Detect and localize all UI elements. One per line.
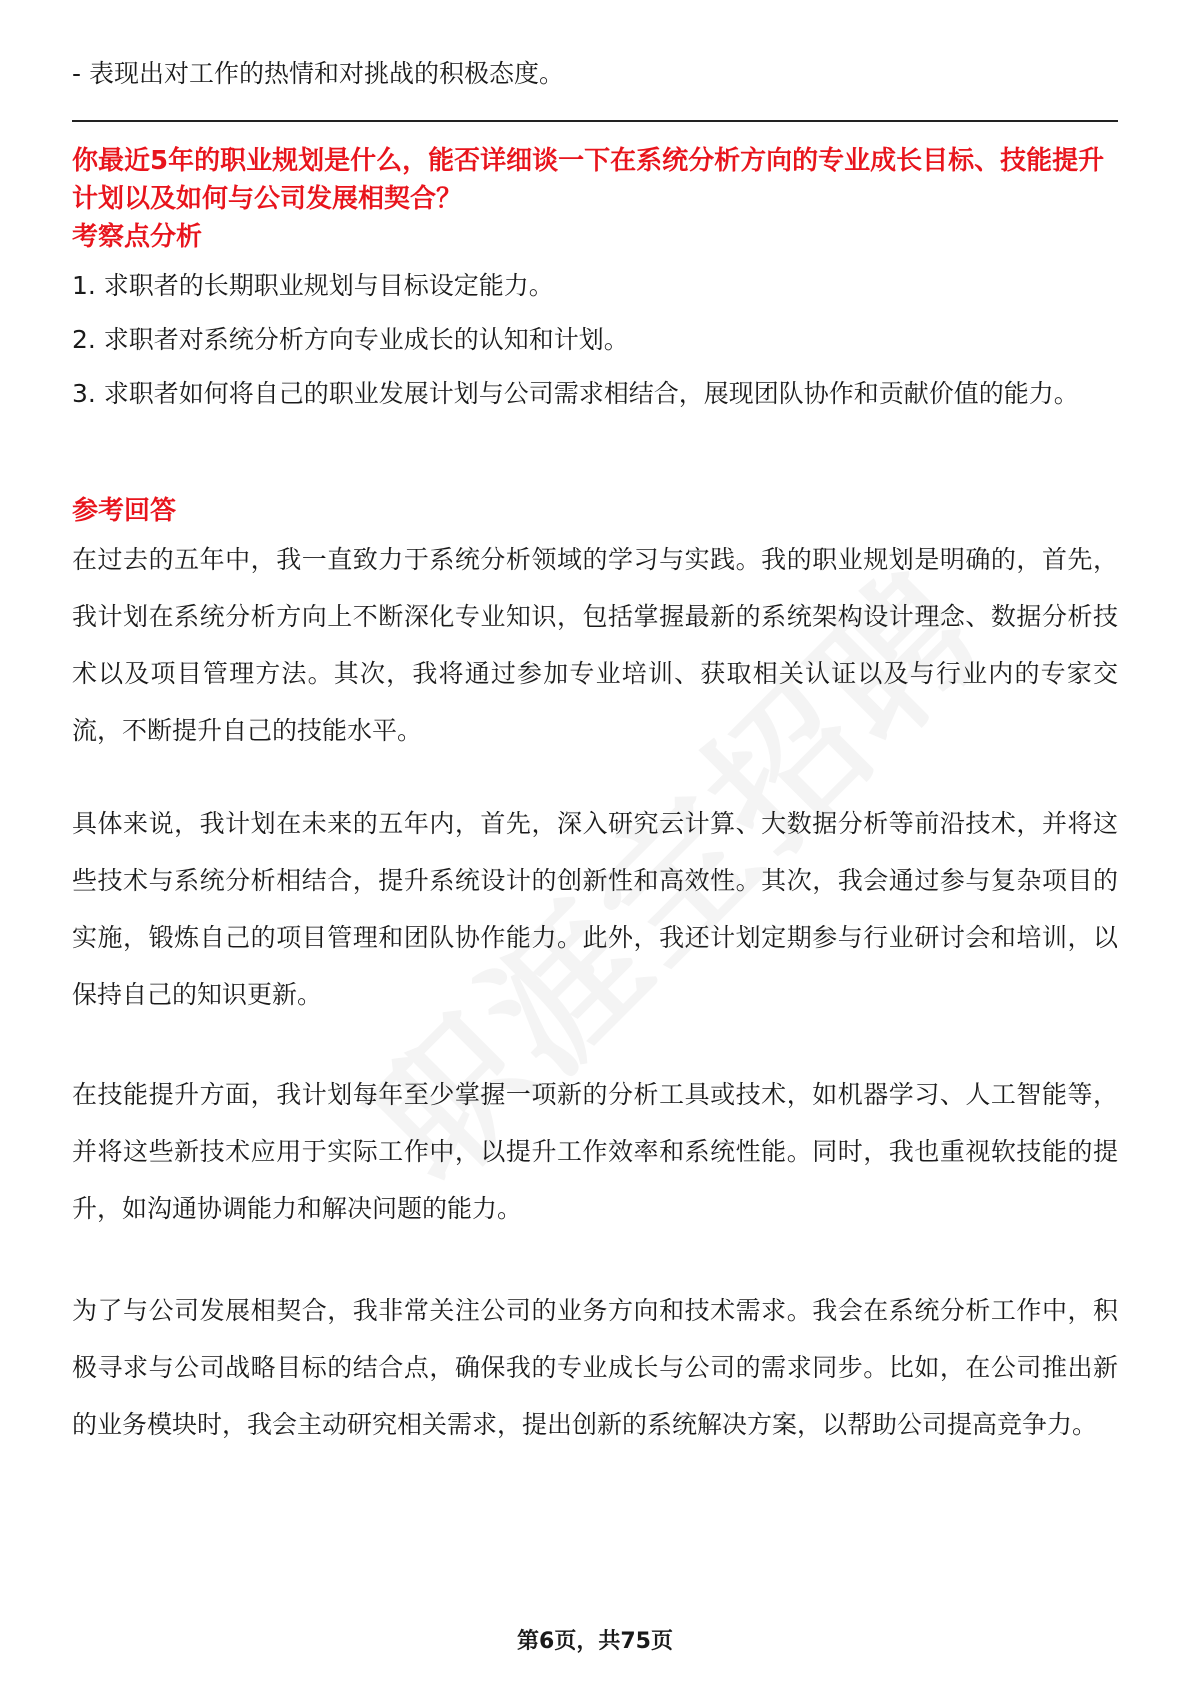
interview-question: 你最近5年的职业规划是什么，能否详细谈一下在系统分析方向的专业成长目标、技能提升计划以及如何与公司发展相契合？ <box>72 146 1105 214</box>
page-number: 第6页，共75页 <box>517 1629 673 1654</box>
analysis-item: 3. 求职者如何将自己的职业发展计划与公司需求相结合，展现团队协作和贡献价值的能力。 <box>72 379 1079 408</box>
answer-paragraph: 具体来说，我计划在未来的五年内，首先，深入研究云计算、大数据分析等前沿技术，并将这些技术与系统分析相结合，提升系统设计的创新性和高效性。其次，我会通过参与复杂项目的实施，锻炼自己的项目管理和团队协作能力。此外，我还计划定期参与行业研讨会和培训，以保持自己的知识更新。 <box>72 809 1118 1009</box>
analysis-item: 2. 求职者对系统分析方向专业成长的认知和计划。 <box>72 325 629 354</box>
answer-paragraph: 在过去的五年中，我一直致力于系统分析领域的学习与实践。我的职业规划是明确的，首先，我计划在系统分析方向上不断深化专业知识，包括掌握最新的系统架构设计理念、数据分析技术以及项目管理方法。其次，我将通过参加专业培训、获取相关认证以及与行业内的专家交流，不断提升自己的技能水平。 <box>72 545 1118 745</box>
answer-paragraph: 为了与公司发展相契合，我非常关注公司的业务方向和技术需求。我会在系统分析工作中，积极寻求与公司战略目标的结合点，确保我的专业成长与公司的需求同步。比如，在公司推出新的业务模块时，我会主动研究相关需求，提出创新的系统解决方案，以帮助公司提高竞争力。 <box>72 1296 1118 1439</box>
analysis-heading: 考察点分析 <box>72 222 203 252</box>
answer-heading: 参考回答 <box>72 496 177 526</box>
analysis-item: 1. 求职者的长期职业规划与目标设定能力。 <box>72 271 554 300</box>
section-divider <box>72 120 1118 122</box>
answer-paragraph: 在技能提升方面，我计划每年至少掌握一项新的分析工具或技术，如机器学习、人工智能等，并将这些新技术应用于实际工作中，以提升工作效率和系统性能。同时，我也重视软技能的提升，如沟通协调能力和解决问题的能力。 <box>72 1080 1118 1223</box>
document-page <box>72 0 1118 1684</box>
previous-answer-tail: - 表现出对工作的热情和对挑战的积极态度。 <box>72 59 564 88</box>
